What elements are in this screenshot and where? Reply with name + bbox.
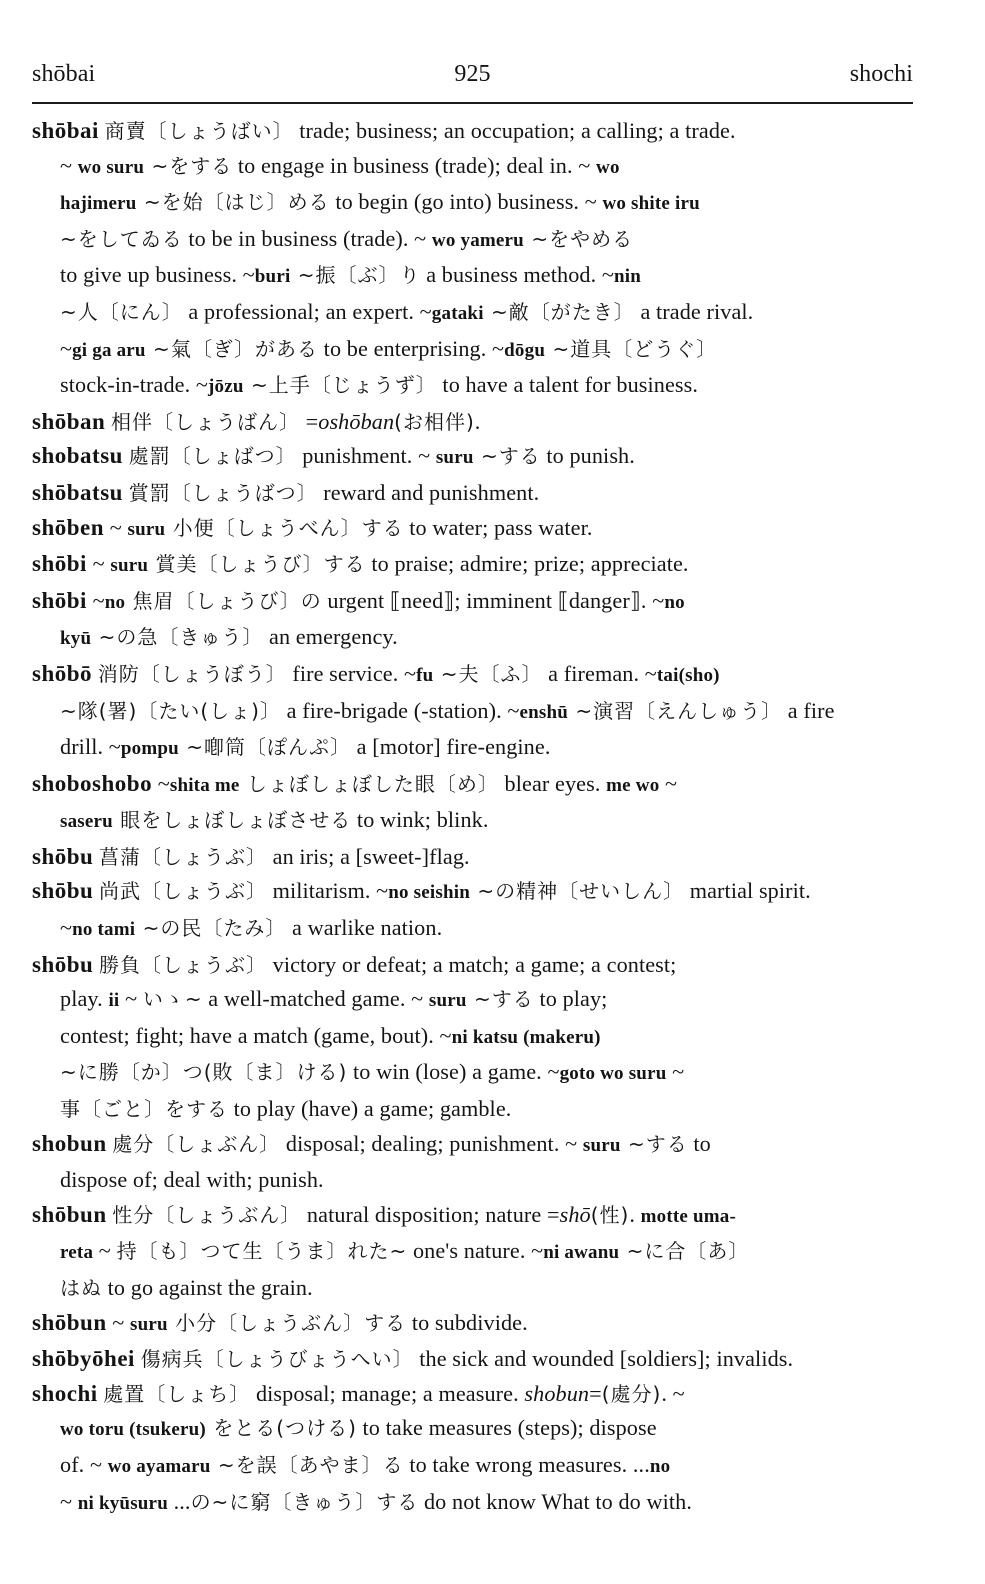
- definition-text: martial spirit.: [684, 878, 811, 904]
- right-guide-word: shochi: [849, 61, 913, 87]
- japanese-text: 尚武〔しょうぶ〕: [98, 879, 267, 904]
- definition-text: ~: [60, 335, 73, 361]
- japanese-text: ~敵〔がたき〕: [483, 299, 635, 324]
- definition-text: a warlike nation.: [286, 915, 443, 941]
- definition-text: an iris; a [sweet-]flag.: [266, 843, 470, 869]
- entry-line: [60, 1055, 913, 1092]
- cross-reference: shō: [559, 1201, 591, 1227]
- romaji-phrase: buri: [254, 266, 291, 288]
- romaji-phrase: suru: [428, 990, 467, 1012]
- romaji-phrase: suru: [130, 1313, 168, 1335]
- definition-text: to play;: [533, 986, 608, 1012]
- headword: shōbu: [32, 843, 94, 869]
- romaji-phrase: kyū: [60, 628, 92, 650]
- japanese-text: いゝ~: [142, 987, 203, 1012]
- headword: shōban: [32, 408, 106, 434]
- definition-text: ~: [92, 587, 105, 613]
- entry-line: [32, 1377, 913, 1412]
- definition-text: of. ~: [60, 1451, 108, 1477]
- romaji-phrase: ni kyūsuru: [77, 1492, 168, 1514]
- romaji-phrase: gi ga aru: [72, 339, 146, 361]
- dictionary-entry: [32, 1127, 913, 1198]
- definition-text: to take measures (steps); dispose: [356, 1415, 657, 1441]
- entry-line: [32, 767, 913, 804]
- entry-list: [32, 114, 913, 1521]
- japanese-text: 小分〔しょうぶん〕する: [167, 1310, 407, 1335]
- romaji-phrase: shita me: [169, 774, 240, 796]
- definition-text: .: [474, 408, 481, 434]
- page-number: 925: [454, 61, 491, 87]
- dictionary-entry: [32, 439, 913, 476]
- definition-text: a professional; an expert. ~: [182, 298, 432, 324]
- japanese-text: 眼をしょぼしょぼさせる: [112, 808, 352, 833]
- japanese-text: ~する: [466, 987, 534, 1012]
- japanese-text: ~夫〔ふ〕: [433, 661, 543, 686]
- japanese-text: ~をしてゐる: [60, 226, 183, 251]
- headword: shōbi: [32, 587, 87, 613]
- definition-text: fire service. ~: [286, 660, 417, 686]
- headword: shōbai: [32, 118, 99, 143]
- entry-line: [32, 1306, 913, 1343]
- definition-text: a fireman. ~: [542, 660, 657, 686]
- japanese-text: ~振〔ぶ〕り: [290, 263, 421, 288]
- definition-text: to water; pass water.: [403, 514, 593, 540]
- romaji-phrase: pompu: [120, 738, 179, 760]
- definition-text: one's nature. ~: [407, 1238, 544, 1264]
- definition-text: victory or defeat; a match; a game; a contest;: [266, 951, 677, 977]
- entry-line: [32, 405, 913, 440]
- definition-text: to take wrong measures. ...: [403, 1451, 650, 1477]
- japanese-text: 性分〔しょうぶん〕: [112, 1202, 302, 1227]
- romaji-phrase: dōgu: [504, 339, 546, 361]
- definition-text: ~: [60, 915, 73, 941]
- romaji-phrase: no: [104, 591, 126, 613]
- dictionary-entry: [32, 840, 913, 875]
- dictionary-entry: [32, 547, 913, 584]
- japanese-text: ~に合〔あ〕: [619, 1239, 750, 1264]
- romaji-phrase: tai(sho): [656, 664, 720, 686]
- japanese-text: はぬ: [60, 1276, 102, 1300]
- definition-text: play.: [60, 986, 109, 1012]
- japanese-text: 商賣〔しょうばい〕: [104, 119, 294, 143]
- entry-line: [32, 948, 913, 983]
- romaji-phrase: no tami: [72, 919, 136, 941]
- headword: shōben: [32, 514, 105, 540]
- entry-line: [60, 368, 913, 405]
- definition-text: to subdivide.: [406, 1309, 528, 1335]
- definition-text: to be enterprising. ~: [318, 335, 505, 361]
- japanese-text: 焦眉〔しょうび〕の: [125, 588, 322, 613]
- japanese-text: 小便〔しょうべん〕する: [165, 515, 404, 540]
- romaji-phrase: saseru: [60, 811, 113, 833]
- japanese-text: ~をする: [144, 153, 233, 178]
- definition-text: =: [589, 1380, 602, 1406]
- romaji-phrase: ii: [108, 990, 120, 1012]
- definition-text: to praise; admire; prize; appreciate.: [365, 551, 689, 577]
- definition-text: ~: [109, 514, 128, 540]
- entry-line: [60, 185, 913, 222]
- dictionary-entry: [32, 767, 913, 840]
- romaji-phrase: reta: [60, 1242, 94, 1264]
- romaji-phrase: hajimeru: [60, 193, 137, 215]
- japanese-text: 賞美〔しょうび〕する: [148, 552, 366, 577]
- dictionary-entry: [32, 948, 913, 1127]
- definition-text: an emergency.: [263, 624, 398, 650]
- japanese-text: (性): [590, 1202, 630, 1227]
- definition-text: trade; business; an occupation; a calling; a trade.: [293, 118, 736, 143]
- japanese-text: 傷病兵〔しょうびょうへい〕: [140, 1347, 414, 1372]
- romaji-phrase: suru: [435, 447, 474, 469]
- japanese-text: 持〔も〕つて生〔うま〕れた~: [116, 1239, 408, 1264]
- running-head: [32, 60, 913, 104]
- romaji-phrase: nin: [614, 266, 642, 288]
- definition-text: to punish.: [540, 443, 635, 469]
- japanese-text: 菖蒲〔しょうぶ〕: [98, 844, 267, 869]
- headword: shōbatsu: [32, 479, 123, 505]
- entry-line: [32, 657, 913, 694]
- entry-line: [60, 982, 913, 1019]
- romaji-phrase: no: [649, 1455, 671, 1477]
- romaji-phrase: wo suru: [77, 156, 145, 178]
- entry-line: [32, 1342, 913, 1377]
- definition-text: ~: [112, 1309, 131, 1335]
- japanese-text: ~演習〔えんしゅう〕: [568, 698, 783, 723]
- japanese-text: ~を誤〔あやま〕る: [210, 1452, 404, 1477]
- headword: shoboshobo: [32, 770, 153, 796]
- romaji-phrase: wo yameru: [431, 229, 524, 251]
- japanese-text: ~上手〔じょうず〕: [243, 373, 437, 398]
- definition-text: to begin (go into) business. ~: [329, 189, 603, 215]
- japanese-text: ~隊(署)〔たい(しょ)〕: [60, 698, 281, 723]
- romaji-phrase: enshū: [519, 701, 569, 723]
- japanese-text: の~に窮〔きゅう〕する: [190, 1489, 419, 1514]
- entry-line: [32, 114, 913, 149]
- dictionary-entry: [32, 1306, 913, 1343]
- romaji-phrase: no seishin: [388, 882, 470, 904]
- definition-text: urgent ⟦need⟧; imminent ⟦danger⟧. ~: [321, 587, 665, 613]
- japanese-text: ~の精神〔せいしん〕: [469, 879, 685, 904]
- definition-text: a fire: [782, 697, 835, 723]
- definition-text: natural disposition; nature =: [301, 1201, 560, 1227]
- definition-text: to go against the grain.: [102, 1275, 313, 1300]
- japanese-text: ~をやめる: [523, 226, 634, 251]
- headword: shōbun: [32, 1201, 107, 1227]
- headword: shōbu: [32, 951, 94, 977]
- dictionary-entry: [32, 476, 913, 511]
- entry-line: [60, 1411, 913, 1448]
- definition-text: ~: [60, 152, 78, 178]
- headword: shobun: [32, 1130, 107, 1156]
- definition-text: to play (have) a game; gamble.: [228, 1096, 512, 1122]
- definition-text: to be in business (trade). ~: [182, 225, 432, 251]
- romaji-phrase: suru: [110, 555, 149, 577]
- dictionary-entry: [32, 114, 913, 405]
- cross-reference: oshōban: [318, 408, 395, 434]
- entry-line: [60, 1271, 913, 1306]
- entry-line: [60, 332, 913, 369]
- headword: shobatsu: [32, 443, 123, 469]
- romaji-phrase: suru: [582, 1134, 621, 1156]
- entry-line: [60, 730, 913, 767]
- entry-line: [32, 476, 913, 511]
- entry-line: [60, 803, 913, 840]
- japanese-text: しょぼしょぼした眼〔め〕: [239, 771, 499, 796]
- entry-line: [32, 874, 913, 911]
- japanese-text: (處分): [601, 1381, 662, 1406]
- dictionary-entry: [32, 1198, 913, 1306]
- entry-line: [60, 1163, 913, 1198]
- definition-text: a business method. ~: [420, 262, 614, 288]
- definition-text: ~: [119, 986, 143, 1012]
- romaji-phrase: wo: [596, 156, 620, 178]
- definition-text: ~: [93, 1238, 117, 1264]
- dictionary-entry: [32, 511, 913, 548]
- definition-text: the sick and wounded [soldiers]; invalids.: [413, 1346, 794, 1372]
- definition-text: do not know What to do with.: [418, 1488, 692, 1514]
- japanese-text: 相伴〔しょうばん〕: [110, 409, 300, 434]
- entry-line: [32, 511, 913, 548]
- definition-text: ~: [60, 1488, 78, 1514]
- dictionary-entry: [32, 1377, 913, 1521]
- definition-text: ~: [157, 770, 170, 796]
- left-guide-word: shōbai: [32, 61, 96, 87]
- entry-line: [60, 258, 913, 295]
- japanese-text: ~する: [473, 444, 541, 469]
- definition-text: reward and punishment.: [317, 479, 540, 505]
- romaji-phrase: suru: [127, 518, 166, 540]
- dictionary-entry: [32, 584, 913, 657]
- entry-line: [32, 547, 913, 584]
- romaji-phrase: wo toru (tsukeru): [60, 1419, 206, 1441]
- japanese-text: (お相伴): [394, 409, 475, 434]
- entry-line: [60, 620, 913, 657]
- definition-text: to engage in business (trade); deal in. ~: [232, 152, 597, 178]
- cross-reference: shobun: [524, 1380, 590, 1406]
- definition-text: a [motor] fire-engine.: [351, 734, 551, 760]
- entry-line: [60, 1019, 913, 1056]
- definition-text: a well-matched game. ~: [202, 986, 429, 1012]
- definition-text: blear eyes.: [498, 770, 607, 796]
- headword: shōbō: [32, 660, 93, 686]
- definition-text: to win (lose) a game. ~: [347, 1059, 560, 1085]
- japanese-text: 勝負〔しょうぶ〕: [98, 952, 267, 977]
- dictionary-entry: [32, 1342, 913, 1377]
- entry-line: [32, 840, 913, 875]
- entry-line: [60, 149, 913, 186]
- japanese-text: 消防〔しょうぼう〕: [97, 661, 287, 686]
- entry-line: [60, 1485, 913, 1522]
- japanese-text: をとる(つける): [205, 1416, 357, 1441]
- definition-text: drill. ~: [60, 734, 121, 760]
- definition-text: a fire-brigade (-station). ~: [280, 697, 520, 723]
- romaji-phrase: gataki: [431, 302, 484, 324]
- entry-line: [60, 694, 913, 731]
- definition-text: =: [299, 408, 319, 434]
- definition-text: militarism. ~: [266, 878, 389, 904]
- entry-line: [60, 295, 913, 332]
- entry-line: [32, 1127, 913, 1164]
- japanese-text: ~道具〔どうぐ〕: [545, 336, 718, 361]
- entry-line: [32, 584, 913, 621]
- definition-text: ...: [167, 1488, 191, 1514]
- japanese-text: 賞罰〔しょうばつ〕: [128, 480, 318, 505]
- entry-line: [60, 1234, 913, 1271]
- japanese-text: 處罰〔しょばつ〕: [128, 444, 297, 469]
- definition-text: a trade rival.: [634, 298, 754, 324]
- romaji-phrase: fu: [416, 664, 434, 686]
- japanese-text: ~氣〔ぎ〕がある: [145, 336, 319, 361]
- entry-line: [60, 1448, 913, 1485]
- romaji-phrase: jōzu: [208, 376, 244, 398]
- definition-text: disposal; manage; a measure.: [250, 1380, 525, 1406]
- definition-text: punishment. ~: [296, 443, 436, 469]
- entry-line: [60, 1092, 913, 1127]
- definition-text: stock-in-trade. ~: [60, 372, 209, 398]
- japanese-text: 處分〔しょぶん〕: [112, 1131, 281, 1156]
- definition-text: to give up business. ~: [60, 262, 255, 288]
- definition-text: dispose of; deal with; punish.: [60, 1167, 324, 1193]
- romaji-phrase: motte uma-: [640, 1205, 736, 1227]
- romaji-phrase: wo shite iru: [602, 193, 700, 215]
- japanese-text: ~を始〔はじ〕める: [136, 190, 330, 215]
- definition-text: ~: [92, 551, 111, 577]
- definition-text: ~: [659, 770, 678, 796]
- definition-text: . ~: [661, 1380, 685, 1406]
- headword: shōbu: [32, 878, 94, 904]
- definition-text: to wink; blink.: [351, 807, 489, 833]
- entry-line: [60, 911, 913, 948]
- headword: shochi: [32, 1380, 98, 1406]
- romaji-phrase: wo ayamaru: [107, 1455, 211, 1477]
- romaji-phrase: me wo: [606, 774, 660, 796]
- definition-text: to have a talent for business.: [436, 372, 699, 398]
- entry-line: [32, 439, 913, 476]
- romaji-phrase: goto wo suru: [559, 1063, 667, 1085]
- dictionary-entry: [32, 874, 913, 947]
- romaji-phrase: ni katsu (makeru): [451, 1026, 601, 1048]
- definition-text: ~: [666, 1059, 685, 1085]
- romaji-phrase: ni awanu: [543, 1242, 620, 1264]
- japanese-text: 事〔ごと〕をする: [60, 1097, 228, 1122]
- japanese-text: ~喞筒〔ぽんぷ〕: [178, 735, 352, 760]
- headword: shōbun: [32, 1309, 107, 1335]
- entry-line: [32, 1198, 913, 1235]
- definition-text: .: [629, 1201, 641, 1227]
- japanese-text: ~する: [620, 1131, 688, 1156]
- entry-line: [60, 222, 913, 259]
- japanese-text: ~の急〔きゅう〕: [91, 625, 264, 650]
- dictionary-entry: [32, 405, 913, 440]
- japanese-text: ~に勝〔か〕つ(敗〔ま〕ける): [60, 1060, 348, 1085]
- headword: shōbi: [32, 551, 87, 577]
- romaji-phrase: no: [664, 591, 685, 613]
- dictionary-entry: [32, 657, 913, 767]
- japanese-text: ~の民〔たみ〕: [135, 916, 287, 941]
- japanese-text: 處置〔しょち〕: [103, 1381, 251, 1406]
- japanese-text: ~人〔にん〕: [60, 299, 183, 324]
- headword: shōbyōhei: [32, 1346, 135, 1372]
- definition-text: to: [687, 1130, 711, 1156]
- definition-text: contest; fight; have a match (game, bout). ~: [60, 1022, 452, 1048]
- definition-text: disposal; dealing; punishment. ~: [280, 1130, 583, 1156]
